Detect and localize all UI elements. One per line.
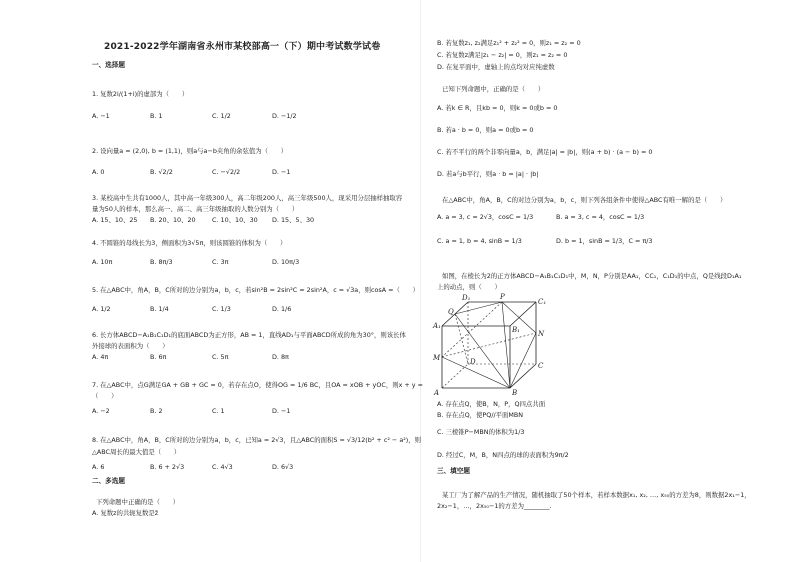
- option: D. −1: [272, 168, 291, 176]
- cube-label: C₁: [538, 298, 547, 306]
- cube-label: Q: [448, 308, 454, 316]
- option: C. 1/2: [212, 112, 231, 120]
- option: C. 若复数z满足|z₁ − z₂| = 0，则z₁ = z₂ = 0: [437, 51, 568, 59]
- option: A. −1: [92, 112, 110, 120]
- cube-label: M: [433, 354, 441, 362]
- cube-label: B₁: [512, 326, 520, 334]
- question-1: 1. 复数2i/(1+i)的虚部为（ ）: [92, 90, 189, 98]
- option: A. 0: [92, 168, 105, 176]
- question-3: 3. 某校高中生共有1000人，其中高一年级300人，高二年级200人，高三年级500人，现采用分层抽样抽取容: [92, 194, 403, 202]
- section-heading-multi: 二、多选题: [92, 477, 125, 485]
- option: A. 10π: [92, 258, 113, 266]
- cube-label: A: [434, 389, 440, 396]
- option: D. −1: [272, 407, 291, 415]
- option: C. a = 1, b = 4, sinB = 1/3: [437, 237, 522, 245]
- option: D. 在复平面中，虚轴上的点均对应纯虚数: [437, 63, 555, 71]
- column-divider: [420, 0, 421, 562]
- question-12: 如图，在棱长为2的正方体ABCD−A₁B₁C₁D₁中，M，N，P分别是AA₁，CC₁，C₁D₁的中点，Q是线段D₁A₁: [442, 272, 742, 280]
- option: B. 若a · b = 0，则a = 0或b = 0: [437, 126, 534, 134]
- option: A. 若k ∈ R，且kb = 0，则k = 0或b = 0: [437, 104, 558, 112]
- cube-label: A₁: [433, 322, 441, 330]
- question-13-cont: 2x₂−1，…，2x₅₀−1的方差为________.: [437, 502, 552, 510]
- cube-label: D₁: [462, 294, 471, 302]
- question-6-cont: 外接球的表面积为（ ）: [92, 342, 169, 350]
- option: A. 1/2: [92, 305, 111, 313]
- option: C. 5π: [212, 353, 229, 361]
- option: B. 6 + 2√3: [150, 463, 185, 471]
- question-7-cont: （ ）: [92, 392, 118, 400]
- option: A. a = 3, c = 2√3，cosC = 1/3: [437, 213, 534, 221]
- option: A. 15、10、25: [92, 216, 138, 224]
- option: B. √2/2: [150, 168, 173, 176]
- option: D. −1/2: [272, 112, 297, 120]
- question-13: 某工厂为了解产品的生产情况，随机抽取了50个样本，若样本数据x₁, x₂, …, x₅₀的方差为8，则数据2x₁−1，: [442, 491, 751, 499]
- cube-diagram: [432, 292, 556, 396]
- cube-label: C: [538, 362, 544, 370]
- option: A. 复数z的共轭复数是z̄: [92, 509, 159, 517]
- section-heading-fill: 三、填空题: [437, 467, 470, 475]
- option: B. 6π: [150, 353, 167, 361]
- question-8-cont: △ABC周长的最大值是（ ）: [92, 448, 181, 456]
- option: A. −2: [92, 407, 110, 415]
- option: B. 20、10、20: [150, 216, 196, 224]
- question-9: 下列命题中正确的是（ ）: [96, 498, 180, 506]
- option: A. 6: [92, 463, 105, 471]
- option: C. 3π: [212, 258, 229, 266]
- option: B. 1/4: [150, 305, 169, 313]
- option: B. 2: [150, 407, 163, 415]
- option: A. 4π: [92, 353, 109, 361]
- option: D. 6√3: [272, 463, 294, 471]
- option: D. 10π/3: [272, 258, 300, 266]
- cube-label: P: [500, 293, 505, 301]
- question-10: 已知下列命题中，正确的是（ ）: [442, 85, 545, 93]
- option: B. a = 3, c = 4，cosC = 1/3: [556, 213, 645, 221]
- question-6: 6. 长方体ABCD−A₁B₁C₁D₁的底面ABCD为正方形，AB = 1，直线AD₁与平面ABCD所成的角为30°，则该长体: [92, 331, 406, 339]
- option: C. 1: [212, 407, 225, 415]
- option: D. 1/6: [272, 305, 292, 313]
- option: C. 10、10、30: [212, 216, 258, 224]
- cube-label: B: [512, 389, 518, 396]
- option: A. 存在点Q，使B，N，P，Q四点共面: [437, 400, 546, 408]
- cube-label: N: [538, 330, 545, 338]
- option: C. 1/3: [212, 305, 231, 313]
- section-heading-choice: 一、选择题: [92, 61, 125, 69]
- option: D. 若a与b平行，则a · b = |a| · |b|: [437, 170, 539, 178]
- question-2: 2. 设向量a = (2,0), b = (1,1)，则a与a−b夹角的余弦值为（ ）: [92, 147, 288, 155]
- question-4: 4. 不圆锥的母线长为3，侧面积为3√5π，则该圆锥的体积为（ ）: [92, 239, 287, 247]
- option: C. 三棱锥P−MBN的体积为1/3: [437, 428, 525, 436]
- page-title: 2021-2022学年湖南省永州市某校部高一（下）期中考试数学试卷: [104, 42, 381, 52]
- question-12-cont: 上的动点，则（ ）: [437, 283, 501, 291]
- question-11: 在△ABC中，角A，B，C的对边分别为a，b，c，则下列各组条件中使得△ABC有唯一解的是（ ）: [442, 196, 727, 204]
- question-8: 8. 在△ABC中，角A，B，C所对的边分别为a，b，c，已知a = 2√3，且△ABC的面积S = √3/12(b² + c² − a²)，则: [92, 436, 422, 444]
- question-3-cont: 量为50人的样本，那么高一、高二、高三年级抽取的人数分别为（ ）: [92, 205, 299, 213]
- option: D. b = 1，sinB = 1/3，C = π/3: [556, 237, 653, 245]
- option: C. 若不平行的两个非零向量a，b，满足|a| = |b|，则(a + b) · (a − b) = 0: [437, 148, 653, 156]
- question-7: 7. 在△ABC中，点G满足GA + GB + GC = 0，若存在点O，使得OG = 1/6 BC，且OA = xOB + yOC，则x + y =: [92, 381, 423, 389]
- option: B. 存在点Q，使PQ//平面MBN: [437, 411, 524, 419]
- question-5: 5. 在△ABC中，角A，B，C所对的边分别为a，b，c，若sin²B = 2sin²C = 2sin²A，c = √3a，则cosA =（ ）: [92, 286, 420, 294]
- option: B. 1: [150, 112, 163, 120]
- option: D. 8π: [272, 353, 289, 361]
- option: C. 4√3: [212, 463, 233, 471]
- option: B. 8π/3: [150, 258, 173, 266]
- option: B. 若复数z₁, z₂满足z₁² + z₂² = 0，则z₁ = z₂ = 0: [437, 39, 581, 47]
- option: D. 经过C，M，B，N四点的球的表面积为9π/2: [437, 451, 569, 459]
- cube-label: D: [470, 358, 476, 366]
- option: C. −√2/2: [212, 168, 241, 176]
- option: D. 15、5、30: [272, 216, 315, 224]
